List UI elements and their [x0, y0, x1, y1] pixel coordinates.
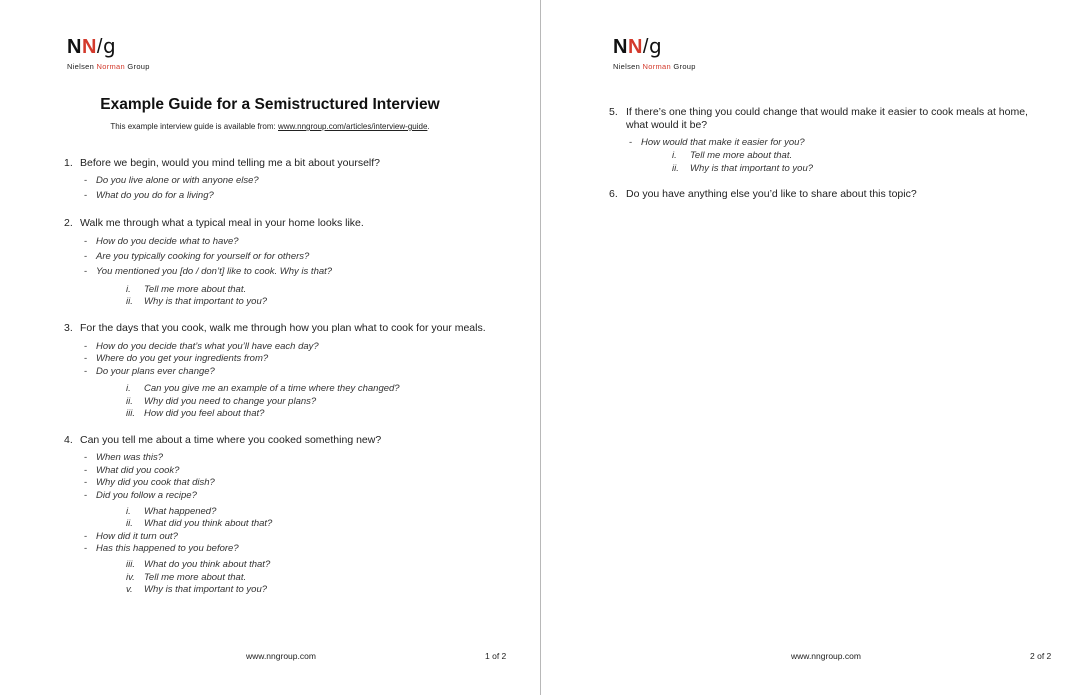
- followup-item: - Did you follow a recipe?: [84, 490, 197, 501]
- followup-item: - Where do you get your ingredients from?: [84, 353, 269, 364]
- probe-item: i. Tell me more about that.: [672, 150, 793, 161]
- probe-item: iii. How did you feel about that?: [126, 408, 265, 419]
- document-page-2: [541, 0, 1080, 695]
- question-text: Can you tell me about a time where you cooked something new?: [80, 434, 382, 446]
- question-3: [64, 322, 524, 335]
- question-2: [64, 217, 524, 230]
- followup-item: - Do your plans ever change?: [84, 366, 215, 377]
- company-name: Nielsen Norman Group: [613, 62, 696, 71]
- followup-item: - When was this?: [84, 452, 164, 463]
- guide-link[interactable]: www.nngroup.com/articles/interview-guide: [278, 122, 428, 131]
- question-number: 1.: [64, 157, 73, 169]
- question-text: For the days that you cook, walk me through how you plan what to cook for your meals.: [80, 322, 486, 334]
- question-text: Before we begin, would you mind telling me a bit about yourself?: [80, 157, 381, 169]
- document-title: Example Guide for a Semistructured Interview: [100, 96, 440, 113]
- question-5: [609, 106, 1049, 132]
- probe-item: ii. Why is that important to you?: [672, 163, 814, 174]
- probe-item: iii. What do you think about that?: [126, 559, 271, 570]
- subtitle-suffix: .: [427, 122, 430, 131]
- followup-item: - What do you do for a living?: [84, 190, 214, 201]
- probe-item: ii. What did you think about that?: [126, 518, 273, 529]
- company-name: Nielsen Norman Group: [67, 62, 150, 71]
- question-4: [64, 434, 524, 447]
- question-1: [64, 157, 524, 170]
- question-text: Walk me through what a typical meal in your home looks like.: [80, 217, 364, 229]
- followup-item: - What did you cook?: [84, 465, 180, 476]
- probe-item: v. Why is that important to you?: [126, 584, 268, 595]
- question-number: 6.: [609, 188, 618, 200]
- page-number: 2 of 2: [1030, 651, 1052, 661]
- footer-url: www.nngroup.com: [791, 651, 861, 661]
- followup-item: - How did it turn out?: [84, 531, 178, 542]
- question-text: If there’s one thing you could change that would make it easier to cook meals at home, what would it be?: [626, 106, 1028, 131]
- followup-item: - Why did you cook that dish?: [84, 477, 215, 488]
- probe-item: i. Can you give me an example of a time where they changed?: [126, 383, 400, 394]
- question-number: 2.: [64, 217, 73, 229]
- probe-item: i. What happened?: [126, 506, 217, 517]
- document-subtitle: [0, 122, 540, 131]
- logo-mark: NN/g: [67, 34, 117, 58]
- question-number: 4.: [64, 434, 73, 446]
- question-6: [609, 188, 1049, 201]
- nng-logo: [613, 35, 696, 72]
- footer-url: www.nngroup.com: [246, 651, 316, 661]
- followup-item: - How do you decide what to have?: [84, 236, 239, 247]
- question-number: 5.: [609, 106, 618, 118]
- followup-item: - Has this happened to you before?: [84, 543, 239, 554]
- followup-item: - How do you decide that’s what you’ll have each day?: [84, 341, 319, 352]
- followup-item: - Are you typically cooking for yourself or for others?: [84, 251, 310, 262]
- probe-item: i. Tell me more about that.: [126, 284, 247, 295]
- followup-item: - Do you live alone or with anyone else?: [84, 175, 259, 186]
- followup-item: - You mentioned you [do / don’t] like to cook. Why is that?: [84, 266, 333, 277]
- probe-item: ii. Why is that important to you?: [126, 296, 268, 307]
- probe-item: iv. Tell me more about that.: [126, 572, 247, 583]
- question-text: Do you have anything else you’d like to share about this topic?: [626, 188, 917, 200]
- probe-item: ii. Why did you need to change your plans?: [126, 396, 317, 407]
- logo-mark: NN/g: [613, 34, 663, 58]
- subtitle-prefix: This example interview guide is available from:: [110, 122, 278, 131]
- page-number: 1 of 2: [485, 651, 507, 661]
- question-number: 3.: [64, 322, 73, 334]
- followup-item: - How would that make it easier for you?: [629, 137, 805, 148]
- nng-logo: [67, 35, 150, 72]
